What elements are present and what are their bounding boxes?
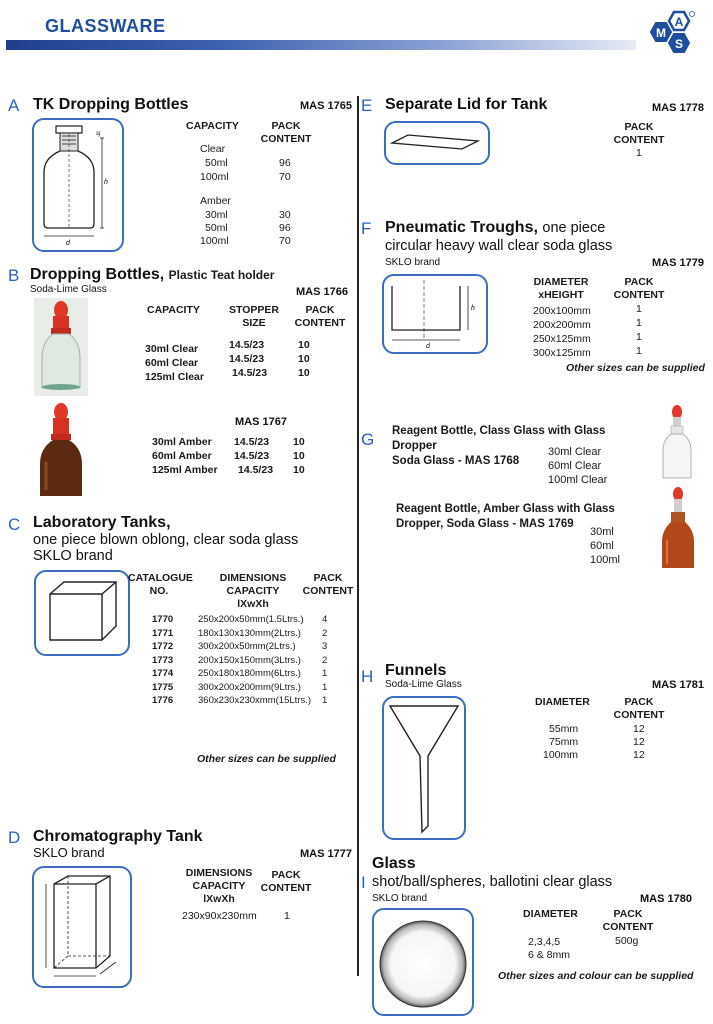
b-col-pack-l1: PACK [305,304,335,316]
i-col-dia: DIAMETER [523,908,578,920]
a-row-pack: 70 [279,235,291,247]
d-col-dim [183,867,255,906]
c-dim: 180x130x130mm(2Ltrs.) [198,627,301,639]
pneumatic-trough-drawing [382,274,488,354]
a-row: 50ml [205,157,228,169]
h-row-pack: 12 [633,749,645,761]
f-col-pack-l1: PACK [624,276,654,288]
a-group-amber: Amber [200,195,231,207]
g-item1-size: 60ml Clear [548,460,602,472]
f-col-pack-l2: CONTENT [613,289,665,301]
section-b-subtitle: Soda-Lime Glass [30,284,107,295]
dim-h-label: h [104,179,108,186]
c-cat: 1771 [152,627,174,639]
section-d-title: Chromatography Tank [33,828,203,845]
logo-letter-a: A [674,15,684,29]
c-col-pack [300,572,356,598]
d-col-pack [258,869,314,895]
c-cat: 1770 [152,614,174,625]
d-col-dim-l3: lXwXh [203,893,235,905]
c-dim: 250x180x180mm(6Ltrs.) [198,668,301,679]
b-row2-capacity: 30ml Amber [152,436,212,448]
e-col-pack [611,121,667,147]
section-e-title: Separate Lid for Tank [385,96,548,113]
d-row-pack: 1 [284,910,290,922]
section-b-title [30,266,274,284]
section-letter-c: C [8,515,21,534]
header-bar [6,40,636,50]
section-h-code: MAS 1781 [652,679,704,691]
table-row [152,682,342,696]
table-row [152,641,342,655]
section-f-subtitle: SKLO brand [385,257,441,268]
section-letter-a: A [8,96,20,115]
f-row-dia: 200x200mm [533,319,591,331]
b-col-pack-l2: CONTENT [294,317,346,329]
c-pack: 1 [322,695,328,706]
c-col-dim-l3: lXwXh [237,598,269,610]
chromatography-tank-icon [34,868,130,986]
section-f-line2: circular heavy wall clear soda glass [385,238,613,254]
dim-d-label: d [426,343,430,350]
lab-tank-icon [36,572,128,654]
c-col-dim-l1: DIMENSIONS [219,572,287,584]
f-row-dia: 200x100mm [533,305,591,317]
dim-h-label: h [471,305,475,312]
a-col-capacity: CAPACITY [186,120,239,132]
b-col-stopper-l2: SIZE [242,317,266,329]
b-row-stopper: 14.5/23 [232,367,268,379]
b-col-pack [292,304,348,330]
a-row-pack: 96 [279,157,291,169]
section-e-code: MAS 1778 [652,102,704,114]
c-col-cat-l2: NO. [149,585,169,597]
g-item1-size: 100ml Clear [548,474,608,486]
clear-reagent-bottle-photo [659,404,695,482]
a-row-pack: 70 [279,171,291,183]
g-item1-line3: Soda Glass - MAS 1768 [392,455,520,467]
f-row-pack: 1 [636,331,642,343]
section-letter-e: E [361,96,373,115]
i-row-dia [528,936,570,962]
section-i-note: Other sizes and colour can be supplied [498,970,694,982]
page-title: GLASSWARE [45,16,166,36]
section-d-code: MAS 1777 [300,848,352,860]
f-row-pack: 1 [636,303,642,315]
pneumatic-trough-icon [384,276,486,352]
a-row-pack: 30 [279,209,291,221]
b-row-capacity: 125ml Clear [145,371,204,383]
b-row2-stopper: 14.5/23 [238,464,274,476]
i-col-pack-l1: PACK [613,908,643,920]
b-col-stopper-l1: STOPPER [229,304,279,316]
c-col-dim [210,572,296,611]
c-dim: 300x200x200mm(9Ltrs.) [198,681,301,693]
section-a-code: MAS 1765 [300,100,352,112]
logo-letter-m: M [656,26,666,40]
g-item2-sizes [590,525,620,567]
amber-bottle-icon [34,402,88,500]
tk-bottle-drawing [32,118,124,252]
section-i-title: Glass [372,855,416,872]
c-pack: 1 [322,681,328,693]
amber-dropping-bottle-photo [34,402,88,500]
section-letter-f: F [361,219,372,238]
f-row-pack: 1 [636,345,642,357]
section-letter-d: D [8,828,21,847]
h-col-dia: DIAMETER [535,696,590,708]
a-group-clear: Clear [200,143,226,155]
g-item1-sizes [548,445,607,487]
c-pack: 2 [322,654,328,666]
b-row-pack: 10 [298,367,310,379]
dim-d-label: d [66,240,70,247]
a-row: 100ml [200,171,229,183]
section-i-subtitle: SKLO brand [372,893,428,904]
g-item2-size: 60ml [590,540,614,552]
c-cat: 1774 [152,668,174,679]
a-col-pack-l2: CONTENT [260,133,312,145]
section-f-title-main: Pneumatic Troughs, [385,219,538,236]
h-col-pack-l2: CONTENT [613,709,665,721]
c-col-cat-l1: CATALOGUE [128,572,193,584]
section-c-note: Other sizes can be supplied [197,753,336,765]
section-h-subtitle: Soda-Lime Glass [385,679,462,690]
d-col-dim-l1: DIMENSIONS [185,867,253,879]
mas-logo [628,10,708,70]
h-row-pack: 12 [633,723,645,735]
section-a-title: TK Dropping Bottles [33,96,189,113]
logo-letter-s: S [674,37,684,51]
b-row2-stopper: 14.5/23 [234,450,270,462]
b-row2-capacity: 125ml Amber [152,464,218,476]
b-row-stopper: 14.5/23 [229,339,265,351]
section-letter-g: G [361,430,375,449]
i-row-dia-l2: 6 & 8mm [528,949,571,961]
funnel-icon [384,698,464,838]
glass-ball-drawing [372,908,474,1016]
d-col-pack-l1: PACK [271,869,301,881]
f-col-dia-l2: xHEIGHT [538,289,584,301]
glass-ball-icon [374,910,472,1014]
section-f-title [385,219,605,237]
section-b-title-suffix: Plastic Teat holder [168,268,275,282]
h-col-pack-l1: PACK [624,696,654,708]
section-i-line2: shot/ball/spheres, ballotini clear glass [372,874,613,890]
table-row [152,628,342,642]
c-col-pack-l1: PACK [313,572,343,584]
c-pack: 4 [322,614,328,625]
section-c-title: Laboratory Tanks, [33,514,171,531]
amber-reagent-bottle-photo [658,486,698,572]
section-f-code: MAS 1779 [652,257,704,269]
c-dim: 200x150x150mm(3Ltrs.) [198,654,301,666]
c-table [152,614,342,709]
lab-tank-drawing [34,570,130,656]
a-row: 100ml [200,235,229,247]
d-row-dim: 230x90x230mm [182,910,257,922]
f-col-pack [611,276,667,302]
h-row-dia: 55mm [549,723,579,735]
c-pack: 2 [322,627,328,639]
g-item1-size: 30ml Clear [548,446,602,458]
section-i-code: MAS 1780 [640,893,692,905]
c-dim: 250x200x50mm(1.5Ltrs.) [198,614,304,625]
c-cat: 1773 [152,654,174,666]
section-h-title: Funnels [385,662,447,679]
section-f-title-suffix: one piece [542,220,606,236]
a-row-pack: 96 [279,222,291,234]
i-row-dia-l1: 2,3,4,5 [528,936,561,948]
c-cat: 1775 [152,681,174,693]
section-letter-i: I [361,873,366,892]
f-col-dia-l1: DIAMETER [533,276,589,288]
g-item2-size: 30ml [590,526,614,538]
g-item2-line2: Dropper, Soda Glass - MAS 1769 [396,518,574,530]
section-b-code2: MAS 1767 [235,416,287,428]
section-d-subtitle: SKLO brand [33,845,105,860]
column-divider [357,96,359,976]
c-cat: 1772 [152,641,174,652]
b-row2-pack: 10 [293,436,305,448]
g-item2-title [396,502,615,532]
table-row [152,614,342,628]
b-row-capacity: 60ml Clear [145,357,199,369]
clear-bottle-icon [34,298,88,396]
d-col-pack-l2: CONTENT [260,882,312,894]
h-row-pack: 12 [633,736,645,748]
f-row-dia: 250x125mm [533,333,591,345]
c-col-cat [128,572,193,598]
c-pack: 1 [322,668,328,679]
i-row-pack: 500g [615,935,639,947]
h-col-pack [611,696,667,722]
a-row: 30ml [205,209,228,221]
table-row [152,655,342,669]
tank-lid-drawing [384,121,490,165]
f-row-pack: 1 [636,317,642,329]
f-col-dia [532,276,590,302]
c-dim: 360x230x230xmm(15Ltrs.) [198,695,311,706]
clear-dropping-bottle-photo [34,298,88,396]
section-f-note: Other sizes can be supplied [566,362,705,374]
c-col-dim-l2: CAPACITY [226,585,280,597]
chromatography-tank-drawing [32,866,132,988]
h-row-dia: 75mm [549,736,579,748]
b-col-stopper [226,304,282,330]
b-row-stopper: 14.5/23 [229,353,265,365]
b-row2-stopper: 14.5/23 [234,436,270,448]
c-col-pack-l2: CONTENT [302,585,354,597]
a-row: 50ml [205,222,228,234]
a-col-pack [258,120,314,146]
g-item2-size: 100ml [590,554,620,566]
amber-reagent-bottle-icon [658,486,698,572]
h-row-dia: 100mm [543,749,579,761]
b-col-capacity: CAPACITY [147,304,200,316]
c-pack: 3 [322,641,328,652]
b-row-pack: 10 [298,353,310,365]
e-col-pack-l2: CONTENT [613,134,665,146]
section-letter-h: H [361,667,374,686]
section-b-code: MAS 1766 [296,286,348,298]
g-item1-line1: Reagent Bottle, Class Glass with Glass [392,425,606,437]
e-col-pack-l1: PACK [624,121,654,133]
table-row [152,695,342,709]
tank-lid-icon [386,123,488,163]
dim-sj-label: sj [96,131,101,137]
table-row [152,668,342,682]
g-item1-line2: Dropper [392,440,437,452]
section-letter-b: B [8,266,20,285]
i-col-pack [600,908,656,934]
section-c-line3: SKLO brand [33,548,113,564]
e-value: 1 [636,147,642,159]
b-row2-pack: 10 [293,450,305,462]
b-row2-pack: 10 [293,464,305,476]
i-col-pack-l2: CONTENT [602,921,654,933]
b-row-capacity: 30ml Clear [145,343,199,355]
c-dim: 300x200x50mm(2Ltrs.) [198,641,296,652]
f-row-dia: 300x125mm [533,347,591,359]
d-col-dim-l2: CAPACITY [192,880,246,892]
b-row2-capacity: 60ml Amber [152,450,212,462]
a-col-pack-l1: PACK [271,120,301,132]
funnel-drawing [382,696,466,840]
tk-bottle-icon [34,120,122,250]
section-c-line2: one piece blown oblong, clear soda glass [33,532,299,548]
section-b-title-main: Dropping Bottles, [30,266,165,283]
g-item2-line1: Reagent Bottle, Amber Glass with Glass [396,503,615,515]
c-cat: 1776 [152,695,174,706]
clear-reagent-bottle-icon [659,404,695,482]
b-row-pack: 10 [298,339,310,351]
